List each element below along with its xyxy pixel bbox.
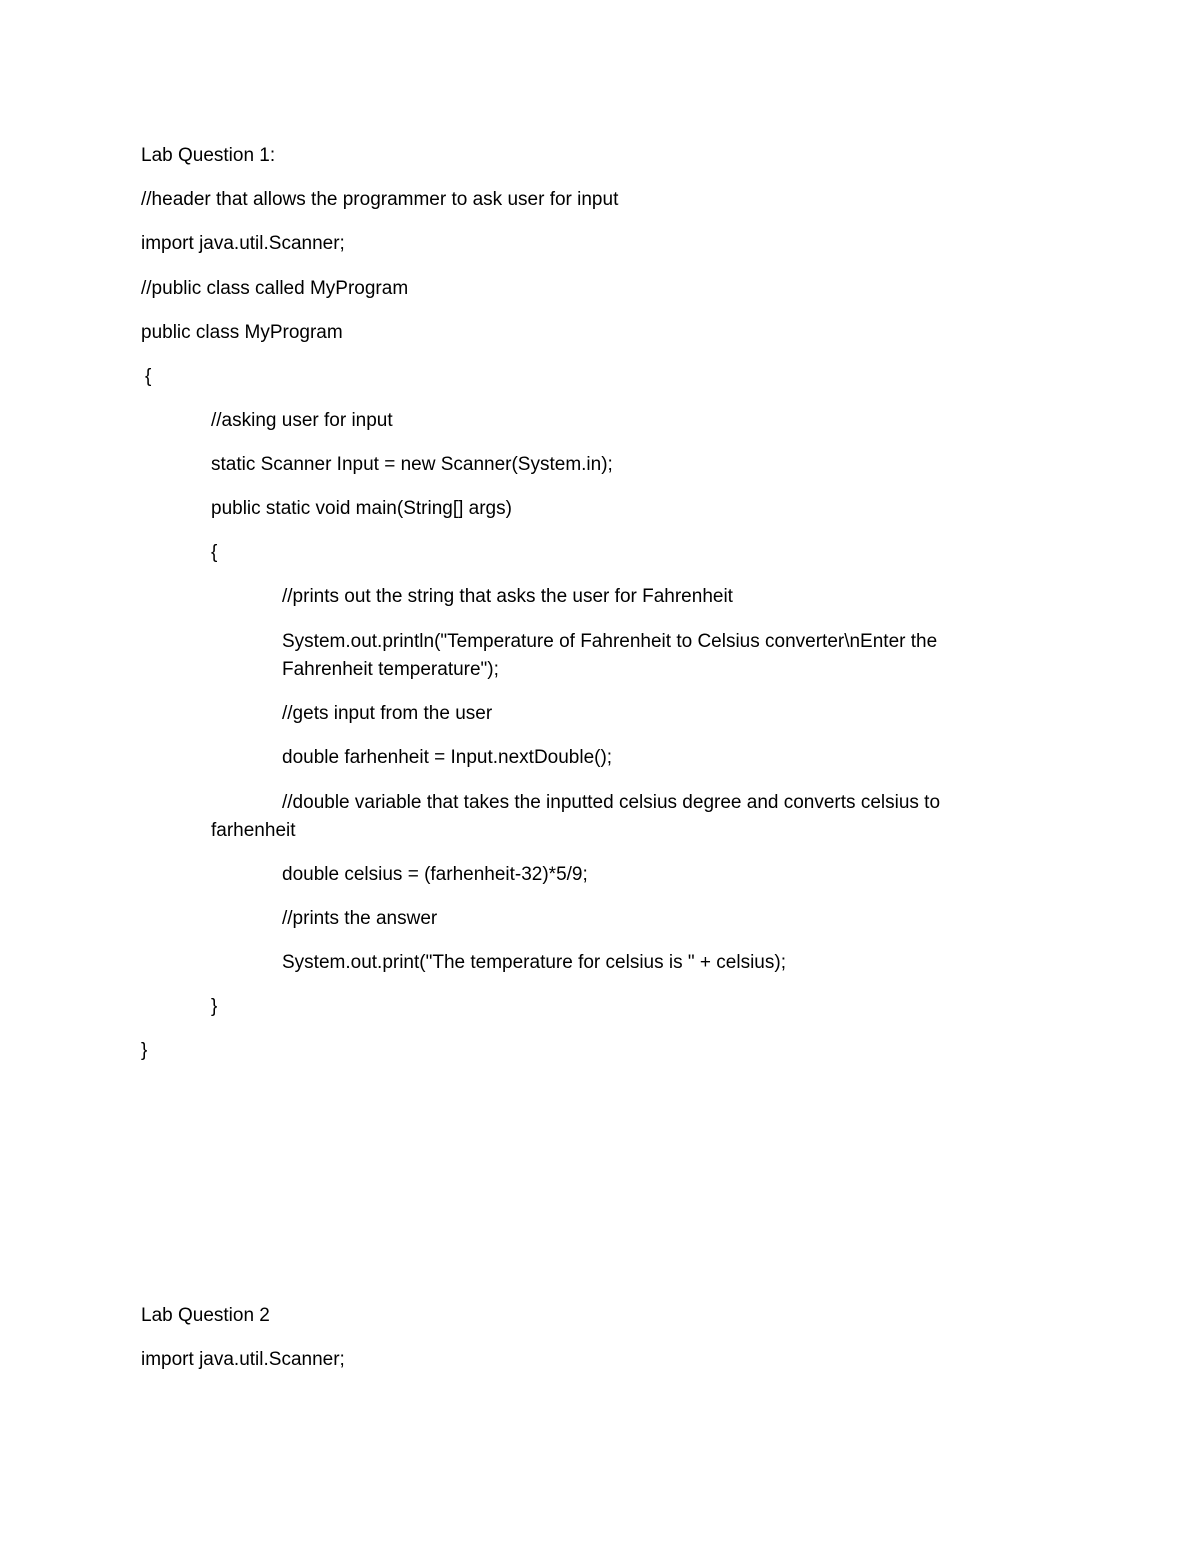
q1-println-line-1: System.out.println("Temperature of Fahrenheit to Celsius converter\nEnter the: [282, 631, 938, 652]
q2-import-line: import java.util.Scanner;: [141, 1349, 345, 1370]
q1-comment-class: //public class called MyProgram: [141, 278, 409, 299]
q1-print-line: System.out.print("The temperature for celsius is " + celsius);: [282, 952, 786, 973]
q1-main-open-brace: {: [211, 542, 218, 563]
q1-farhenheit-declaration: double farhenheit = Input.nextDouble();: [282, 747, 613, 768]
q1-class-open-brace: {: [145, 366, 152, 387]
q1-comment-answer: //prints the answer: [282, 908, 438, 929]
q1-comment-prints: //prints out the string that asks the user for Fahrenheit: [282, 586, 733, 607]
q1-class-close-brace: }: [141, 1040, 148, 1061]
q1-celsius-declaration: double celsius = (farhenheit-32)*5/9;: [282, 864, 588, 885]
q1-main-declaration: public static void main(String[] args): [211, 498, 512, 519]
q1-comment-gets: //gets input from the user: [282, 703, 493, 724]
q1-println-line-2: Fahrenheit temperature");: [282, 659, 499, 680]
q1-comment-header: //header that allows the programmer to ask user for input: [141, 189, 619, 210]
q1-scanner-declaration: static Scanner Input = new Scanner(System.in);: [211, 454, 613, 475]
q1-comment-double-line-2: farhenheit: [211, 820, 296, 841]
q1-import-line: import java.util.Scanner;: [141, 233, 345, 254]
q1-main-close-brace: }: [211, 996, 218, 1017]
q1-title: Lab Question 1:: [141, 145, 276, 166]
q2-title: Lab Question 2: [141, 1305, 270, 1326]
q1-comment-double-line-1: //double variable that takes the inputted celsius degree and converts celsius to: [282, 792, 941, 813]
q1-class-declaration: public class MyProgram: [141, 322, 343, 343]
q1-comment-input: //asking user for input: [211, 410, 393, 431]
